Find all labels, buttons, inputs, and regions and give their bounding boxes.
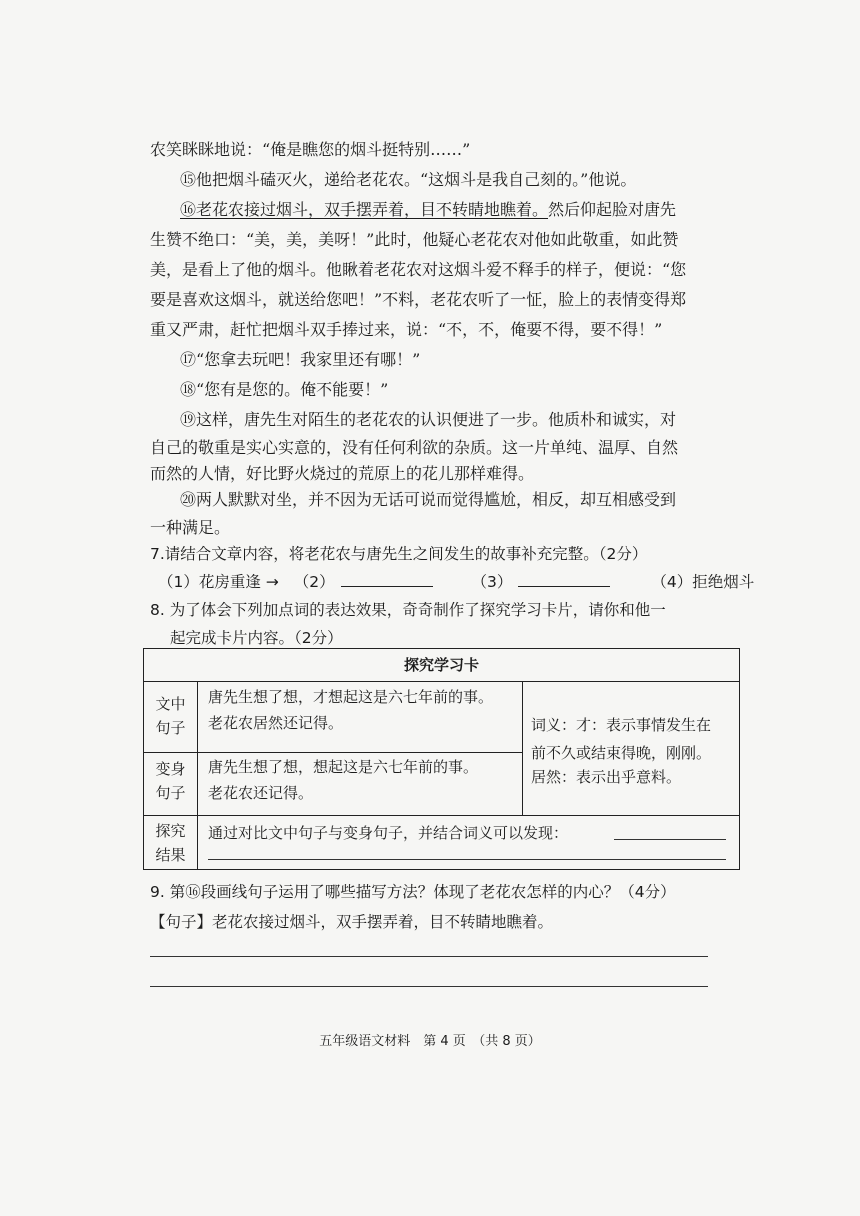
question-8-stem-line2: 起完成卡片内容。（2分） bbox=[170, 629, 343, 647]
paragraph-17: ⑰“您拿去玩吧！我家里还有哪！” bbox=[180, 350, 421, 369]
row1-label-b: 句子 bbox=[155, 719, 186, 737]
q9-answer-line-1[interactable] bbox=[150, 956, 708, 957]
passage-line: 农笑眯眯地说：“俺是瞧您的烟斗挺特别……” bbox=[150, 140, 471, 159]
result-answer-line-2[interactable] bbox=[208, 859, 726, 860]
paragraph-20-line2: 一种满足。 bbox=[150, 518, 231, 537]
row2-label-b: 句子 bbox=[155, 784, 186, 802]
paragraph-16-rest: 然后仰起脸对唐先 bbox=[548, 200, 677, 219]
word-meaning-a: 词义：才：表示事情发生在 bbox=[531, 716, 712, 734]
paragraph-16-line3: 美，是看上了他的烟斗。他瞅着老花农对这烟斗爱不释手的样子，便说：“您 bbox=[150, 260, 687, 279]
q7-answer-blank-3[interactable] bbox=[518, 572, 610, 587]
row2-sentence-a: 唐先生想了想，想起这是六七年前的事。 bbox=[208, 758, 479, 776]
row1-label-a: 文中 bbox=[155, 695, 186, 713]
paragraph-16-line5: 重又严肃，赶忙把烟斗双手捧过来，说：“不，不，俺要不得，要不得！” bbox=[150, 320, 663, 339]
paragraph-19-line2: 自己的敬重是实心实意的，没有任何利欲的杂质。这一片单纯、温厚、自然 bbox=[150, 438, 679, 457]
card-title: 探究学习卡 bbox=[144, 649, 739, 682]
paragraph-16-line2: 生赞不绝口：“美，美，美呀！”此时，他疑心老花农对他如此敬重，如此赞 bbox=[150, 230, 679, 249]
row1-sentence-b: 老花农居然还记得。 bbox=[208, 714, 344, 732]
result-prompt: 通过对比文中句子与变身句子，并结合词义可以发现： bbox=[208, 824, 569, 842]
question-9-stem: 9. 第⑯段画线句子运用了哪些描写方法？体现了老花农怎样的内心？（4分） bbox=[150, 883, 676, 901]
row1-sentence-a: 唐先生想了想，才想起这是六七年前的事。 bbox=[208, 688, 494, 706]
question-7-items bbox=[158, 572, 755, 592]
paragraph-15: ⑮他把烟斗磕灭火，递给老花农。“这烟斗是我自己刻的。”他说。 bbox=[180, 170, 637, 189]
question-7-stem: 7.请结合文章内容，将老花农与唐先生之间发生的故事补充完整。（2分） bbox=[150, 545, 648, 563]
paragraph-20-line1: ⑳两人默默对坐，并不因为无话可说而觉得尴尬，相反，却互相感受到 bbox=[180, 490, 677, 509]
question-9-sentence: 【句子】老花农接过烟斗，双手摆弄着，目不转睛地瞧着。 bbox=[150, 913, 554, 931]
word-meaning-c: 居然：表示出乎意料。 bbox=[531, 768, 682, 786]
page-footer: 五年级语文材料 第 4 页 （共 8 页） bbox=[319, 1034, 541, 1049]
paragraph-16-line1 bbox=[180, 200, 735, 220]
q7-item-4: （4）拒绝烟斗 bbox=[651, 573, 755, 591]
result-answer-line-1[interactable] bbox=[614, 839, 726, 840]
row1-label bbox=[144, 682, 198, 752]
row2-sentence-b: 老花农还记得。 bbox=[208, 784, 314, 802]
paragraph-18: ⑱“您有是您的。俺不能要！” bbox=[180, 380, 389, 399]
paragraph-19-line1: ⑲这样，唐先生对陌生的老花农的认识便进了一步。他质朴和诚实，对 bbox=[180, 410, 677, 429]
row2-label bbox=[144, 753, 198, 815]
q7-item-2: （2） bbox=[293, 573, 335, 591]
row2-label-a: 变身 bbox=[155, 760, 186, 778]
paragraph-16-line4: 要是喜欢这烟斗，就送给您吧！”不料，老花农听了一怔，脸上的表情变得郑 bbox=[150, 290, 687, 309]
row3-label-b: 结果 bbox=[155, 846, 186, 864]
q9-answer-line-2[interactable] bbox=[150, 986, 708, 987]
question-8-stem-line1: 8. 为了体会下列加点词的表达效果，奇奇制作了探究学习卡片，请你和他一 bbox=[150, 601, 666, 619]
row3-label-a: 探究 bbox=[155, 822, 186, 840]
q7-item-3: （3） bbox=[471, 573, 513, 591]
study-card bbox=[143, 648, 740, 870]
underlined-sentence: ⑯老花农接过烟斗，双手摆弄着，目不转睛地瞧着。 bbox=[180, 200, 549, 219]
word-meaning-b: 前不久或结束得晚，刚刚。 bbox=[531, 744, 712, 762]
row3-label bbox=[144, 816, 198, 869]
q7-answer-blank-2[interactable] bbox=[341, 572, 433, 587]
paragraph-19-line3: 而然的人情，好比野火烧过的荒原上的花儿那样难得。 bbox=[150, 464, 535, 483]
q7-item-1: （1）花房重逢 → bbox=[158, 573, 279, 591]
